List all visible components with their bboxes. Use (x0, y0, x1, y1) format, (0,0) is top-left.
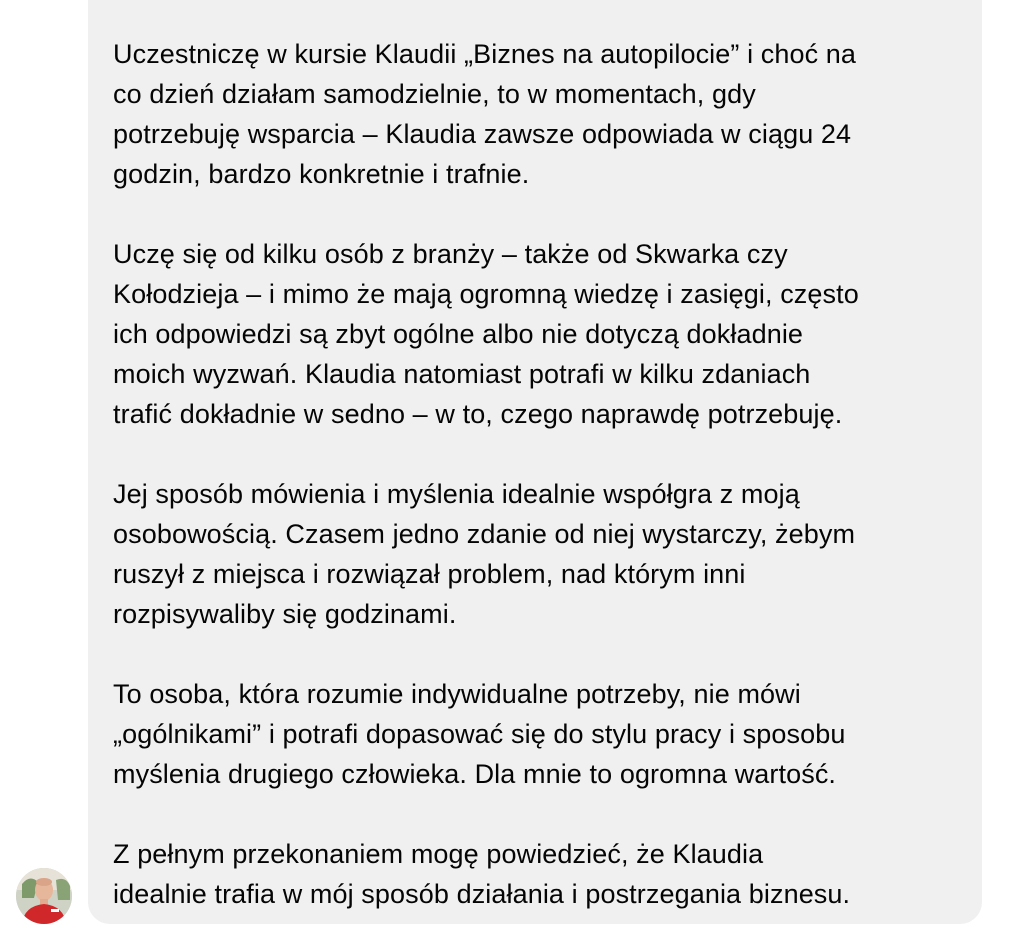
sender-avatar[interactable] (16, 868, 72, 924)
person-avatar-icon (16, 868, 72, 924)
message-bubble[interactable] (88, 0, 982, 924)
message-paragraph: Z pełnym przekonaniem mogę powiedzieć, że Klaudia idealnie trafia w mój sposób działania i postrzegania biznesu. (113, 839, 851, 909)
message-paragraph: Jej sposób mówienia i myślenia idealnie współgra z moją osobowością. Czasem jedno zdanie od niej wystarczy, żebym ruszył z miejsca i rozwiązał problem, nad którym inni rozpisywaliby się godzinami. (113, 479, 856, 629)
message-paragraph: To osoba, która rozumie indywidualne potrzeby, nie mówi „ogólnikami” i potrafi dopasować się do stylu pracy i sposobu myślenia drugiego człowieka. Dla mnie to ogromna wartość. (113, 679, 846, 789)
message-paragraph: Uczestniczę w kursie Klaudii „Biznes na autopilocie” i choć na co dzień działam samodzielnie, to w momentach, gdy potrzebuję wsparcia – Klaudia zawsze odpowiada w ciągu 24 godzin, bardzo konkretnie i trafnie. (113, 39, 857, 189)
message-paragraph: Uczę się od kilku osób z branży – także od Skwarka czy Kołodzieja – i mimo że mają ogromną wiedzę i zasięgi, często ich odpowiedzi są zbyt ogólne albo nie dotyczą dokładnie moich wyzwań. Klaudia natomiast potrafi w kilku zdaniach trafić dokładnie w sedno – w to, czego naprawdę potrzebuję. (113, 239, 859, 429)
